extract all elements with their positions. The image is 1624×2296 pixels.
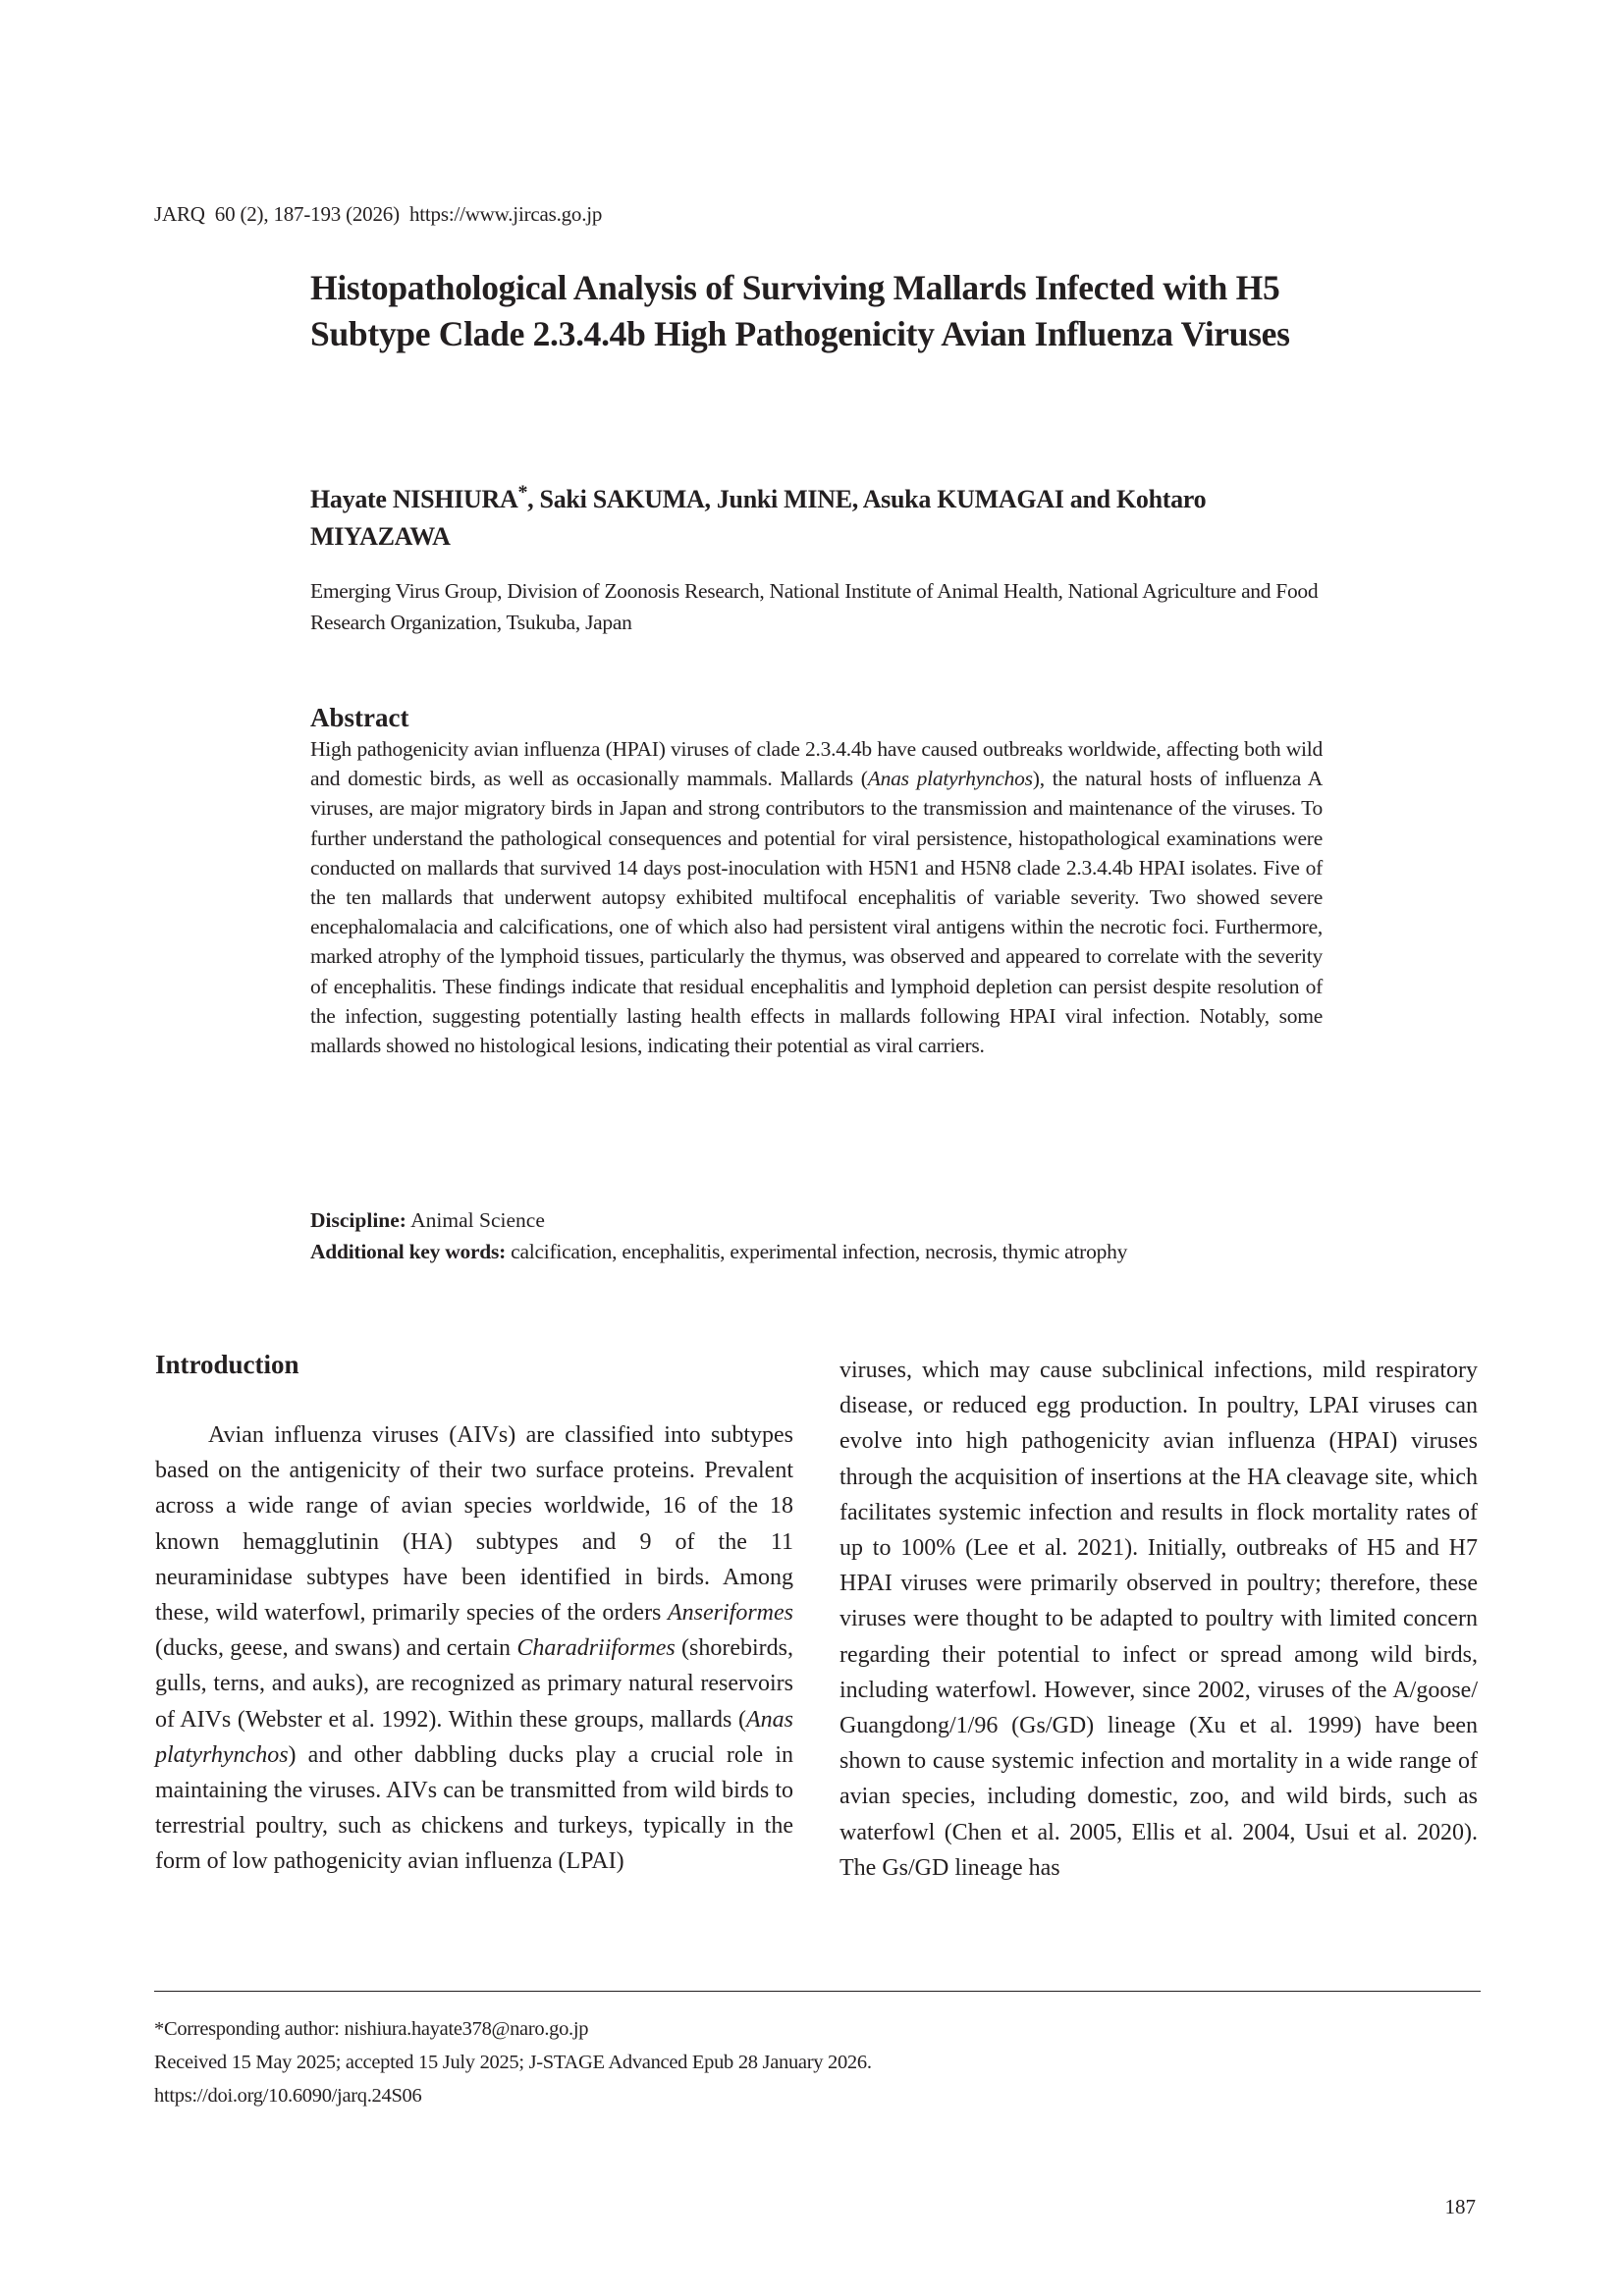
page-number: 187 [1444, 2195, 1476, 2218]
introduction-heading: Introduction [155, 1350, 299, 1379]
received-dates: Received 15 May 2025; accepted 15 July 2025; J-STAGE Advanced Epub 28 January 2026. [154, 2052, 872, 2073]
article-title: Histopathological Analysis of Surviving Mallards Infected with H5 Subtype Clade 2.3.4.4b High Pathogenicity Avian Influenza Viruses [310, 268, 1290, 353]
abstract-heading: Abstract [310, 703, 409, 732]
intro-text: (shorebirds, gulls, terns, and auks), are recognized as primary natural reservoirs of AIVs (Webster et al. 1992). Within these groups, mallards ( [155, 1635, 793, 1733]
abstract-body [310, 734, 1323, 1060]
running-head: JARQ 60 (2), 187-193 (2026) https://www.jircas.go.jp [154, 202, 603, 226]
intro-species-name: Anas platyrhynchos [155, 1706, 793, 1768]
corresponding-author-note: *Corresponding author: nishiura.hayate378@naro.go.jp [154, 2018, 589, 2040]
footnote-divider [154, 1991, 1481, 1992]
footnotes [154, 2012, 872, 2112]
first-author: Hayate NISHIURA [310, 485, 518, 513]
body-column-left [155, 1347, 793, 1880]
discipline-label: Discipline: [310, 1208, 406, 1232]
keywords [310, 1237, 1127, 1266]
other-authors: , Saki SAKUMA, Junki MINE, Asuka KUMAGAI and Kohtaro MIYAZAWA [310, 485, 1207, 551]
intro-taxon: Charadriiformes [516, 1635, 676, 1662]
introduction-paragraph-continued: viruses, which may cause subclinical infections, mild respiratory disease, or reduced egg production. In poultry, LPAI viruses can evolve into high pathogenicity avian influenza (HPAI) viruses through the acquisition of insertions at the HA cleavage site, which facilitates systemic infection and results in flock mortality rates of up to 100% (Lee et al. 2021). Initially, outbreaks of H5 and H7 HPAI viruses were primarily observed in poultry; therefore, these viruses were thought to be adapted to poultry with limited concern regarding their potential to infect or spread among wild birds, including waterfowl. However, since 2002, viruses of the A/goose/ Guangdong/1/96 (Gs/GD) lineage (Xu et al. 1999) have been shown to cause systemic infection and mortality in a wide range of avian species, including domestic, zoo, and wild birds, such as waterfowl (Chen et al. 2005, Ellis et al. 2004, Usui et al. 2020). The Gs/GD lineage has [839, 1358, 1478, 1881]
keywords-label: Additional key words: [310, 1240, 507, 1263]
body-column-right [839, 1353, 1478, 1886]
abstract-text-2: ), the natural hosts of influenza A viruses, are major migratory birds in Japan and strong contributors to the transmission and maintenance of the viruses. To further understand the pathological consequences and potential for viral persistence, histopathological examinations were conducted on mallards that survived 14 days post-inoculation with H5N1 and H5N8 clade 2.3.4.4b HPAI isolates. Five of the ten mallards that underwent autopsy exhibited multifocal encephalitis of variable severity. Two showed severe encephalomalacia and calcifications, one of which also had persistent viral antigens within the necrotic foci. Furthermore, marked atrophy of the lymphoid tissues, particularly the thymus, was observed and appeared to correlate with the severity of encephalitis. These findings indicate that residual encephalitis and lymphoid depletion can persist despite resolution of the infection, suggesting potentially lasting health effects in mallards following HPAI viral infection. Notably, some mallards showed no histological lesions, indicating their potential as viral carriers. [310, 767, 1323, 1058]
abstract-species-name: Anas platyrhynchos [867, 767, 1033, 791]
intro-taxon: Anseriformes [668, 1600, 793, 1627]
discipline [310, 1205, 545, 1235]
author-list [310, 481, 1351, 556]
intro-text: ) and other dabbling ducks play a crucial role in maintaining the viruses. AIVs can be transmitted from wild birds to terrestrial poultry, such as chickens and turkeys, typically in the form of low pathogenicity avian influenza (LPAI) [155, 1741, 793, 1875]
affiliation: Emerging Virus Group, Division of Zoonosis Research, National Institute of Animal Health, National Agriculture and Food Research Organization, Tsukuba, Japan [310, 579, 1319, 634]
introduction-paragraph [155, 1417, 793, 1880]
doi-link[interactable]: https://doi.org/10.6090/jarq.24S06 [154, 2085, 422, 2107]
keywords-value: calcification, encephalitis, experimental infection, necrosis, thymic atrophy [506, 1240, 1128, 1263]
abstract-text-1: High pathogenicity avian influenza (HPAI) viruses of clade 2.3.4.4b have caused outbreaks worldwide, affecting both wild and domestic birds, as well as occasionally mammals. Mallards ( [310, 737, 1323, 791]
corresponding-author-mark: * [517, 481, 528, 504]
intro-text: Avian influenza viruses (AIVs) are classified into subtypes based on the antigenicity of their two surface proteins. Prevalent across a wide range of avian species worldwide, 16 of the 18 known hemagglutinin (HA) subtypes and 9 of the 11 neuraminidase subtypes have been identified in birds. Among these, wild waterfowl, primarily species of the orders [155, 1422, 793, 1627]
intro-text: (ducks, geese, and swans) and certain [155, 1635, 517, 1662]
discipline-value: Animal Science [406, 1208, 545, 1232]
